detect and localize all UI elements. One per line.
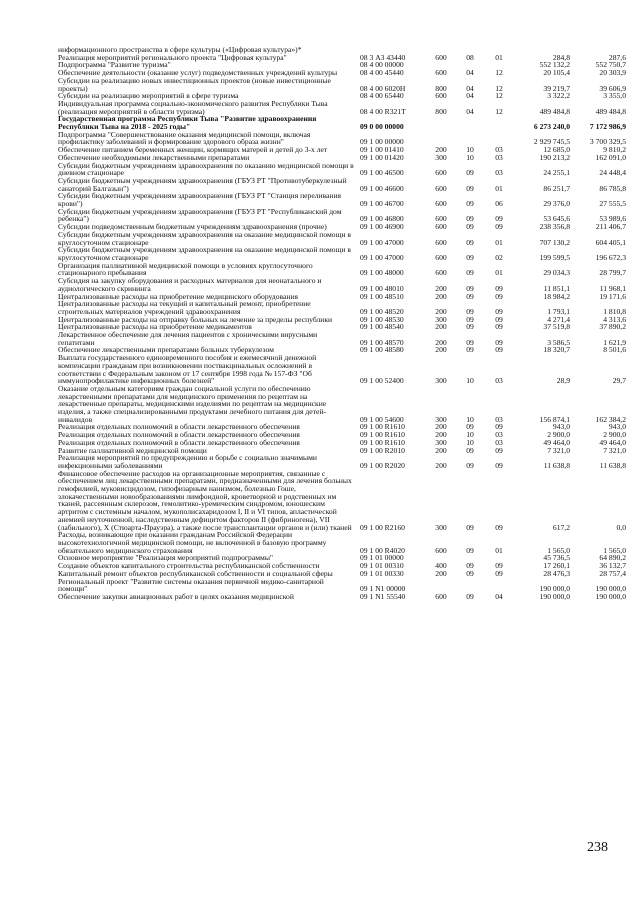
row-name: Субсидии бюджетным учреждениям здравоохранения (ГБУЗ РТ "Республиканский дом ребенка") [58, 206, 342, 224]
row-amount-2: 552 750,7 [595, 60, 626, 70]
row-code: 08 4 00 45440 [360, 68, 404, 78]
row-rz: 200 [435, 430, 447, 440]
row-pr: 09 [466, 222, 474, 232]
row-amount-1: 190 000,0 [539, 584, 570, 594]
row-rz [426, 115, 456, 130]
row-rz: 200 [435, 460, 447, 470]
row-name: Выплата государственного единовременного пособия и ежемесячной денежной компенсации гражданам при возникновении поствакцинальных осложнений в соответствии с Федеральным законом от 17 сентября 1998 года № 157-ФЗ "Об иммунопрофилактике инфекционных болезней" [58, 353, 317, 386]
row-code: 09 1 00 54600 [360, 414, 404, 424]
row-name: Субсидии подведомственным бюджетным учреждениям здравоохранения (прочие) [58, 222, 327, 232]
row-code: 09 1 00 R1610 [360, 430, 405, 440]
row-pr: 09 [466, 445, 474, 455]
row-name: Обеспечение лекарственными препаратами больных туберкулезом [58, 345, 274, 355]
row-pr: 09 [466, 591, 474, 601]
row-code: 09 1 00 48570 [360, 337, 404, 347]
table-row [58, 246, 626, 261]
row-pr: 10 [466, 376, 474, 386]
row-amount-1: 28,9 [556, 376, 570, 386]
row-amount-2: 943,0 [608, 422, 626, 432]
row-rz: 600 [435, 214, 447, 224]
row-vr [484, 131, 514, 146]
row-pr: 04 [466, 83, 474, 93]
row-rz: 200 [435, 337, 447, 347]
table-row [58, 177, 626, 192]
row-name: Государственная программа Республики Тыва "Развитие здравоохранения Республики Тыва на 2018 - 2025 годы" [58, 114, 317, 132]
row-pr [456, 115, 484, 130]
row-name: Капитальный ремонт объектов республиканской собственности и социальной сферы [58, 568, 333, 578]
row-amount-1: 552 132,2 [539, 60, 570, 70]
row-code: 09 1 01 00000 [360, 553, 404, 563]
row-vr: 09 [495, 214, 503, 224]
row-rz: 300 [435, 152, 447, 162]
row-amount-1: 11 851,1 [543, 283, 570, 293]
row-name: Региональный проект "Развитие системы оказания первичной медико-санитарной помощи" [58, 576, 324, 594]
row-amount-1: 4 271,4 [547, 314, 570, 324]
row-amount-2: 287,6 [608, 52, 626, 62]
row-vr: 09 [495, 322, 503, 332]
row-pr: 04 [466, 91, 474, 101]
row-amount-1: 6 273 240,0 [533, 122, 570, 132]
table-row [58, 300, 626, 315]
row-name: Субсидия на закупку оборудования и расходных материалов для неонатального и аудиологического скрининга [58, 276, 322, 293]
row-amount-2: 9 810,2 [603, 145, 626, 155]
row-vr: 12 [495, 91, 503, 101]
row-name: Расходы, возникающие при оказании гражданам Российской Федерации высокотехнологичной медицинской помощи, не включенной в базовую программу обязательного медицинского страхования [58, 530, 327, 555]
row-name: Централизованные расходы на текущий и капитальный ремонт, приобретение строительных материалов учреждений здравоохранения [58, 299, 311, 316]
row-pr: 10 [466, 437, 474, 447]
row-vr: 09 [495, 445, 503, 455]
row-amount-1: 45 736,5 [543, 553, 570, 563]
row-vr: 09 [495, 283, 503, 293]
row-rz: 600 [435, 237, 447, 247]
row-name: Обеспечение необходимыми лекарственными препаратами [58, 152, 250, 162]
row-pr: 09 [466, 545, 474, 555]
table-row [58, 578, 626, 593]
row-pr: 10 [466, 414, 474, 424]
row-name: Субсидии бюджетным учреждениям здравоохранения по оказанию медицинской помощи в дневном стационаре [58, 160, 354, 178]
row-code: 09 1 00 R1610 [360, 422, 405, 432]
row-amount-2: 190 000,0 [595, 584, 626, 594]
table-row [58, 208, 626, 223]
row-vr: 09 [495, 306, 503, 316]
row-vr: 01 [495, 545, 503, 555]
budget-table [58, 46, 626, 601]
row-amount-2: 2 900,0 [603, 430, 626, 440]
row-amount-1: 7 321,0 [547, 445, 570, 455]
table-row [58, 231, 626, 246]
row-amount-1: 20 105,4 [543, 68, 570, 78]
row-pr: 09 [466, 306, 474, 316]
row-amount-2: 489 484,8 [595, 106, 626, 116]
row-rz: 200 [435, 291, 447, 301]
row-rz: 300 [435, 314, 447, 324]
row-amount-2: 8 501,6 [603, 345, 626, 355]
row-pr: 09 [466, 345, 474, 355]
row-code: 09 0 00 00000 [360, 122, 404, 132]
row-amount-1: 943,0 [552, 422, 570, 432]
table-row [58, 262, 626, 277]
row-code: 08 4 00 R321T [360, 106, 406, 116]
row-vr: 09 [495, 568, 503, 578]
row-rz: 200 [435, 568, 447, 578]
row-amount-2: 7 172 986,9 [589, 122, 626, 132]
row-pr: 09 [466, 314, 474, 324]
row-code: 09 1 00 46900 [360, 222, 404, 232]
row-amount-2: 19 171,6 [599, 291, 626, 301]
row-amount-1: 156 874,1 [539, 414, 570, 424]
row-amount-1: 2 929 745,5 [533, 137, 570, 147]
row-name: Подпрограмма "Развитие туризма" [58, 60, 171, 70]
table-row [58, 277, 626, 292]
row-rz: 200 [435, 345, 447, 355]
row-name: Реализация отдельных полномочий в области лекарственного обеспечения [58, 430, 300, 440]
row-amount-2: 28 757,4 [599, 568, 626, 578]
row-pr: 09 [466, 337, 474, 347]
row-rz: 600 [435, 545, 447, 555]
row-vr: 03 [495, 168, 503, 178]
row-code: 09 1 00 52400 [360, 376, 404, 386]
row-pr: 09 [466, 168, 474, 178]
row-amount-1: 489 484,8 [539, 106, 570, 116]
row-vr: 01 [495, 268, 503, 278]
row-name: Субсидии бюджетным учреждениям здравоохранения (ГБУЗ РТ "Станция переливания крови") [58, 191, 342, 209]
row-vr: 04 [495, 591, 503, 601]
row-pr: 09 [466, 268, 474, 278]
row-amount-1: 617,2 [552, 522, 570, 532]
row-amount-2: 53 989,6 [599, 214, 626, 224]
row-code: 09 1 00 48540 [360, 322, 404, 332]
row-pr: 04 [466, 68, 474, 78]
row-amount-2: 211 406,7 [595, 222, 626, 232]
row-amount-2: 64 890,2 [599, 553, 626, 563]
row-amount-2: 0,0 [616, 522, 626, 532]
row-vr: 09 [495, 422, 503, 432]
row-amount-1: 199 599,5 [539, 252, 570, 262]
row-rz [426, 131, 456, 146]
row-name: Индивидуальная программа социально-экономического развития Республики Тыва (реализация мероприятий в области туризма) [58, 98, 328, 116]
row-code: 08 4 00 65440 [360, 91, 404, 101]
row-code: 09 1 01 00310 [360, 561, 404, 571]
row-amount-1: 37 519,8 [543, 322, 570, 332]
row-pr: 04 [466, 106, 474, 116]
row-name: Реализация мероприятий регионального проекта "Цифровая культура" [58, 52, 287, 62]
row-vr: 09 [495, 522, 503, 532]
table-row [58, 162, 626, 177]
table-row [58, 531, 626, 554]
row-vr: 09 [495, 561, 503, 571]
row-code: 09 1 00 R2010 [360, 445, 405, 455]
row-code: 09 1 00 48000 [360, 268, 404, 278]
table-row [58, 593, 626, 601]
row-vr: 03 [495, 145, 503, 155]
row-name: Субсидии бюджетным учреждениям здравоохранения (ГБУЗ РТ "Противотуберкулезный санаторий Балгазын") [58, 175, 347, 193]
row-rz: 200 [435, 145, 447, 155]
row-code: 09 1 00 01410 [360, 145, 404, 155]
row-vr: 02 [495, 252, 503, 262]
row-name: Субсидии на реализацию мероприятий в сфере туризма [58, 91, 239, 101]
row-vr: 03 [495, 414, 503, 424]
row-rz: 300 [435, 376, 447, 386]
row-vr: 01 [495, 237, 503, 247]
row-amount-1: 53 645,6 [543, 214, 570, 224]
row-amount-1: 39 219,7 [543, 83, 570, 93]
row-pr: 09 [466, 291, 474, 301]
row-pr: 08 [466, 52, 474, 62]
row-rz: 800 [435, 83, 447, 93]
row-amount-2: 86 785,8 [599, 183, 626, 193]
row-code: 09 1 00 48510 [360, 291, 404, 301]
row-vr: 09 [495, 345, 503, 355]
row-code: 09 1 00 46700 [360, 199, 404, 209]
row-rz: 800 [435, 106, 447, 116]
page-number: 238 [587, 840, 608, 855]
row-vr: 09 [495, 460, 503, 470]
budget-table-body [58, 46, 626, 601]
row-pr: 09 [466, 568, 474, 578]
row-amount-2: 24 448,4 [599, 168, 626, 178]
table-row [58, 454, 626, 469]
row-amount-2: 39 606,9 [599, 83, 626, 93]
row-vr: 09 [495, 314, 503, 324]
row-name: Организация паллиативной медицинской помощи в условиях круглосуточного стационарного пребывания [58, 260, 313, 278]
row-name: Субсидии на реализацию новых инвестиционных проектов (новые инвестиционные проекты) [58, 75, 331, 93]
row-rz: 300 [435, 437, 447, 447]
row-name: Основное мероприятие "Реализация мероприятий подпрограммы" [58, 553, 274, 563]
row-code: 09 1 00 47000 [360, 237, 404, 247]
row-vr: 12 [495, 106, 503, 116]
row-amount-2: 36 132,7 [599, 561, 626, 571]
row-name: Обеспечение закупки авиационных работ в целях оказания медицинской [58, 591, 294, 601]
row-name: Централизованные расходы на приобретение медикаментов [58, 322, 252, 332]
row-pr: 09 [466, 460, 474, 470]
budget-table-sheet [58, 46, 626, 601]
row-pr: 09 [466, 183, 474, 193]
row-name: Субсидии бюджетным учреждениям здравоохранения на оказание медицинской помощи в круглосуточном стационаре [58, 245, 351, 262]
row-name: Создание объектов капитального строительства республиканской собственности [58, 561, 320, 571]
row-rz: 200 [435, 445, 447, 455]
row-amount-2: 1 565,0 [603, 545, 626, 555]
row-amount-1: 284,8 [552, 52, 570, 62]
row-amount-2: 11 638,8 [599, 460, 626, 470]
row-vr [484, 115, 514, 130]
row-amount-1: 1 565,0 [547, 545, 570, 555]
row-amount-1: 190 213,2 [539, 152, 570, 162]
row-pr: 09 [466, 422, 474, 432]
table-row [58, 385, 626, 424]
row-vr: 01 [495, 52, 503, 62]
row-vr [484, 578, 514, 593]
row-code: 09 1 01 00330 [360, 568, 404, 578]
row-rz: 400 [435, 561, 447, 571]
row-vr: 09 [495, 337, 503, 347]
row-pr: 09 [466, 283, 474, 293]
row-amount-1: 190 000,0 [539, 591, 570, 601]
row-amount-2: 29,7 [612, 376, 626, 386]
row-amount-2: 190 000,0 [595, 591, 626, 601]
row-amount-1: 17 260,1 [543, 561, 570, 571]
table-row [58, 331, 626, 346]
row-code: 08 4 00 6020Н [360, 83, 406, 93]
row-amount-1: 238 356,8 [539, 222, 570, 232]
table-row [58, 354, 626, 385]
row-amount-2: 196 672,3 [595, 252, 626, 262]
row-amount-2: 1 810,8 [603, 306, 626, 316]
row-code: 09 1 N1 55540 [360, 591, 406, 601]
row-name: Централизованные расходы на отправку больных на лечение за пределы республики [58, 314, 333, 324]
row-name: Субсидии бюджетным учреждениям здравоохранения на оказание медицинской помощи в круглосуточном стационаре [58, 229, 351, 247]
row-code: 09 1 00 R2160 [360, 522, 405, 532]
row-name: Обеспечение деятельности (оказание услуг) подведомственных учреждений культуры [58, 68, 338, 78]
row-pr: 09 [466, 522, 474, 532]
row-rz: 600 [435, 591, 447, 601]
row-code: 09 1 00 46600 [360, 183, 404, 193]
row-amount-2: 1 621,9 [603, 337, 626, 347]
row-code: 09 1 00 48010 [360, 283, 404, 293]
row-amount-1: 11 638,8 [543, 460, 570, 470]
table-row [58, 131, 626, 146]
row-code: 09 1 00 R1610 [360, 437, 405, 447]
row-name: Оказание отдельным категориям граждан социальной услуги по обеспечению лекарственными препаратами для медицинского применения по рецептам на лекарственные препараты, медицинскими изделиями по рецептам на медицинские изделия, а также специализированными продуктами лечебного питания для детей-инвалидов [58, 383, 327, 424]
row-code: 09 1 00 00000 [360, 137, 404, 147]
row-pr [456, 578, 484, 593]
row-rz: 600 [435, 183, 447, 193]
table-row [58, 192, 626, 207]
row-name: Реализация отдельных полномочий в области лекарственного обеспечения [58, 437, 300, 447]
row-rz: 300 [435, 522, 447, 532]
row-rz: 600 [435, 222, 447, 232]
row-name: информационного пространства в сфере культуры («Цифровая культура»)* [58, 45, 302, 54]
row-amount-2: 11 968,1 [599, 283, 626, 293]
row-name: Лекарственное обеспечение для лечения пациентов с хроническими вирусными гепатитами [58, 330, 318, 347]
row-pr: 09 [466, 214, 474, 224]
row-name: Обеспечение питанием беременных женщин, кормящих матерей и детей до 3-х лет [58, 145, 328, 155]
row-pr: 09 [466, 252, 474, 262]
row-code: 09 1 00 46800 [360, 214, 404, 224]
row-amount-1: 18 320,7 [543, 345, 570, 355]
row-amount-2: 7 321,0 [603, 445, 626, 455]
row-rz: 300 [435, 414, 447, 424]
row-amount-1: 29 034,3 [543, 268, 570, 278]
row-vr: 12 [495, 68, 503, 78]
row-code: 09 1 00 48580 [360, 345, 404, 355]
table-row [58, 77, 626, 92]
row-vr: 09 [495, 291, 503, 301]
row-code: 09 1 00 46500 [360, 168, 404, 178]
row-amount-1: 49 464,0 [543, 437, 570, 447]
row-code: 09 1 00 48530 [360, 314, 404, 324]
row-name: Централизованные расходы на приобретение медицинского оборудования [58, 291, 298, 301]
row-pr: 09 [466, 237, 474, 247]
row-pr: 09 [466, 561, 474, 571]
row-amount-2: 3 700 329,5 [589, 137, 626, 147]
row-code: 08 4 00 00000 [360, 60, 404, 70]
row-rz: 600 [435, 168, 447, 178]
row-amount-2: 37 890,2 [599, 322, 626, 332]
row-code: 09 1 00 R2020 [360, 460, 405, 470]
row-pr: 10 [466, 145, 474, 155]
row-amount-1: 3 322,2 [547, 91, 570, 101]
row-amount-2: 162 091,0 [595, 152, 626, 162]
row-code: 08 3 А3 43440 [360, 52, 406, 62]
row-code: 09 1 00 01420 [360, 152, 404, 162]
row-pr: 09 [466, 199, 474, 209]
row-rz: 600 [435, 91, 447, 101]
row-code: 09 1 00 47000 [360, 252, 404, 262]
row-name: Финансовое обеспечение расходов на организационные мероприятия, связанные с обеспечением лиц лекарственными препаратами, предназначенными для лечения больных гемофилией, муковисцидозом, гипофизарным нанизмом, болезнью Гоше, злокачественными новообразованиями лимфоидной, кроветворной и родственных им тканей, рассеянным склерозом, гемолитико-уремическим синдромом, юношеским артритом с системным началом, мукополисахаридозом I, II и VI типов, апластической анемией неуточненной, наследственным дефицитом факторов II (фибриногена), VII (лабильного), X (Стюарта-Прауэра), а также после трансплантации органов и (или) тканей [58, 468, 352, 532]
row-code: 09 1 00 R4020 [360, 545, 405, 555]
row-amount-1: 24 255,1 [543, 168, 570, 178]
row-rz: 200 [435, 306, 447, 316]
row-rz: 200 [435, 322, 447, 332]
row-vr: 06 [495, 199, 503, 209]
row-code: 09 1 00 48520 [360, 306, 404, 316]
row-rz: 600 [435, 52, 447, 62]
row-amount-2: 20 303,9 [599, 68, 626, 78]
row-amount-1: 18 984,2 [543, 291, 570, 301]
row-vr: 09 [495, 222, 503, 232]
row-amount-2: 4 313,6 [603, 314, 626, 324]
row-amount-1: 12 685,0 [543, 145, 570, 155]
table-row [58, 100, 626, 115]
row-amount-1: 707 130,2 [539, 237, 570, 247]
table-row [58, 470, 626, 532]
row-code: 09 1 N1 00000 [360, 584, 406, 594]
row-name: Реализация мероприятий по предупреждению и борьбе с социально значимыми инфекционными заболеваниями [58, 453, 317, 470]
row-amount-2: 49 464,0 [599, 437, 626, 447]
row-amount-1: 3 586,5 [547, 337, 570, 347]
row-rz: 600 [435, 268, 447, 278]
row-pr: 10 [466, 152, 474, 162]
row-amount-2: 604 405,1 [595, 237, 626, 247]
row-rz: 600 [435, 68, 447, 78]
row-rz: 200 [435, 422, 447, 432]
row-rz: 600 [435, 252, 447, 262]
row-amount-1: 2 900,0 [547, 430, 570, 440]
row-vr: 03 [495, 152, 503, 162]
row-pr [456, 131, 484, 146]
table-row [58, 115, 626, 130]
row-amount-1: 86 251,7 [543, 183, 570, 193]
row-rz [426, 578, 456, 593]
row-vr: 03 [495, 430, 503, 440]
row-pr: 10 [466, 430, 474, 440]
row-vr: 12 [495, 83, 503, 93]
row-amount-2: 27 555,5 [599, 199, 626, 209]
row-amount-2: 28 799,7 [599, 268, 626, 278]
row-pr: 09 [466, 322, 474, 332]
row-rz: 600 [435, 199, 447, 209]
row-amount-2: 162 384,2 [595, 414, 626, 424]
row-name: Подпрограмма "Совершенствование оказания медицинской помощи, включая профилактику заболеваний и формирование здорового образа жизни" [58, 129, 311, 147]
row-amount-2: 3 355,0 [603, 91, 626, 101]
row-vr: 03 [495, 437, 503, 447]
row-rz: 200 [435, 283, 447, 293]
row-amount-1: 29 376,0 [543, 199, 570, 209]
row-name: Развитие паллиативной медицинской помощи [58, 445, 207, 455]
row-amount-1: 1 793,1 [547, 306, 570, 316]
row-name: Реализация отдельных полномочий в области лекарственного обеспечения [58, 422, 300, 432]
row-amount-1: 28 476,3 [543, 568, 570, 578]
row-vr: 01 [495, 183, 503, 193]
row-vr: 03 [495, 376, 503, 386]
